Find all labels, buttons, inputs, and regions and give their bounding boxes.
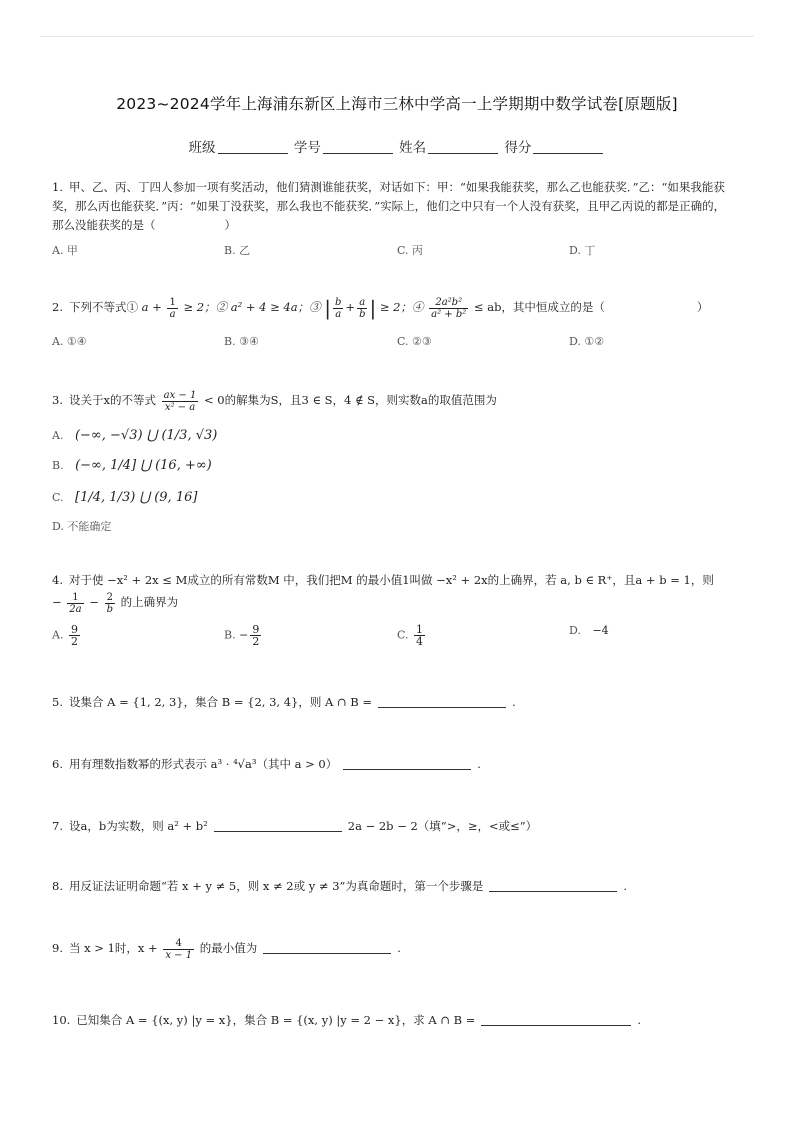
answer-blank[interactable] [343, 757, 471, 770]
answer-blank[interactable] [489, 879, 617, 892]
question-text: 的上确界为 [120, 595, 179, 609]
q2-option-a[interactable]: A. ①④ [52, 335, 87, 348]
top-divider [40, 36, 754, 37]
question-number: 8. [52, 879, 63, 893]
question-text: 用反证法证明命题“若 x + y ≠ 5，则 x ≠ 2或 y ≠ 3”为真命题时，第一个步骤是 [68, 879, 484, 893]
question-number: 6. [52, 757, 63, 771]
math-text: − [52, 595, 62, 609]
question-number: 5. [52, 695, 63, 709]
period: . [477, 757, 481, 771]
q3-option-d[interactable]: D. 不能确定 [52, 520, 112, 533]
question-number: 4. [52, 573, 63, 587]
question-text: 用有理数指数幂的形式表示 a³ · ⁴√a³（其中 a > 0） [68, 757, 338, 771]
option-label: C. [397, 628, 409, 642]
q4-option-b[interactable] [224, 624, 263, 647]
question-text: 对于使 −x² + 2x ≤ M成立的所有常数M 中，我们把M 的最小值1叫做 −x² + 2x的上确界，若 a, b ∈ R⁺，且a + b = 1，则 [68, 573, 714, 587]
question-text: ≤ ab，其中恒成立的是（ ） [473, 300, 709, 314]
q4-option-a[interactable] [52, 624, 82, 647]
q1-option-d[interactable]: D. 丁 [569, 244, 596, 257]
question-number: 2. [52, 300, 63, 314]
fraction: $\frac{9}{2}$ [252, 623, 260, 648]
fraction: $\frac{b}{a}$ [335, 296, 342, 320]
question-9 [52, 934, 732, 962]
question-text: 已知集合 A = {(x, y) |y = x}，集合 B = {(x, y) |y = 2 − x}，求 A ∩ B = [76, 1013, 476, 1027]
fraction: $\frac{2}{b}$ [106, 591, 113, 615]
question-text: < 0的解集为S，且3 ∈ S，4 ∉ S，则实数a的取值范围为 [204, 393, 497, 407]
question-number: 3. [52, 393, 63, 407]
question-7 [52, 816, 732, 836]
id-label: 学号 [293, 140, 321, 156]
q3-option-a[interactable] [52, 428, 217, 443]
score-field[interactable] [533, 141, 603, 154]
option-value: (−∞, 1/4] ⋃ (16, +∞) [75, 458, 212, 473]
question-8 [52, 876, 732, 896]
name-field[interactable] [428, 141, 498, 154]
question-text: 当 x > 1时，x + [68, 941, 158, 955]
fraction: $\frac{\text{2a²b²}}{\text{a² + b²}}$ [431, 296, 467, 320]
question-number: 9. [52, 941, 63, 955]
student-info-row [0, 136, 794, 156]
option-label: A. [52, 429, 64, 442]
name-label: 姓名 [399, 140, 427, 156]
fraction: $\frac{4}{x - 1}$ [165, 937, 193, 961]
period: . [512, 695, 516, 709]
question-text: 甲、乙、丙、丁四人参加一项有奖活动，他们猜测谁能获奖，对话如下：甲：“如果我能获奖，那么乙也能获奖．”乙：“如果我能获奖，那么丙也能获奖．”丙：“如果丁没获奖，那么我也不能获奖．”实际上，他们之中只有一个人没有获奖，且甲乙丙说的都是正确的，那么没能获奖的是（ ） [52, 180, 726, 232]
q2-option-d[interactable]: D. ①② [569, 335, 605, 348]
math-text: ≥ 2；② a² + 4 ≥ 4a；③ [183, 300, 321, 314]
class-field[interactable] [218, 141, 288, 154]
question-text: 设a，b为实数，则 a² + b² [68, 819, 208, 833]
math-text: ≥ 2；④ [379, 300, 424, 314]
question-5 [52, 692, 732, 712]
answer-blank[interactable] [481, 1013, 631, 1026]
question-number: 10. [52, 1013, 71, 1027]
q1-option-b[interactable]: B. 乙 [224, 244, 251, 257]
question-text: 下列不等式① [68, 300, 138, 314]
question-10 [52, 1010, 732, 1030]
question-4 [52, 570, 732, 590]
math-text: − [89, 595, 99, 609]
question-text: 的最小值为 [199, 941, 258, 955]
question-number: 7. [52, 819, 63, 833]
page-title: 2023~2024学年上海浦东新区上海市三林中学高一上学期期中数学试卷[原题版] [116, 95, 678, 113]
q1-option-c[interactable]: C. 丙 [397, 244, 424, 257]
period: . [397, 941, 401, 955]
q2-option-c[interactable]: C. ②③ [397, 335, 432, 348]
class-label: 班级 [188, 140, 216, 156]
score-label: 得分 [504, 140, 532, 156]
question-4-line-2 [52, 588, 732, 616]
answer-blank[interactable] [214, 819, 342, 832]
option-value: −4 [592, 624, 609, 637]
question-number: 1. [52, 180, 63, 194]
id-field[interactable] [323, 141, 393, 154]
option-value: [1/4, 1/3) ⋃ (9, 16] [75, 490, 198, 505]
q3-option-c[interactable] [52, 490, 197, 505]
option-label: A. [52, 628, 64, 642]
q1-option-a[interactable]: A. 甲 [52, 244, 78, 257]
q2-option-b[interactable]: B. ③④ [224, 335, 259, 348]
question-text: 2a − 2b − 2（填“>，≥，<或≤”） [347, 819, 538, 833]
math-text: a + [141, 300, 162, 314]
question-2: 2. 下列不等式① a + $\frac{1}{a}$ ≥ 2；② a² + 4 ≥ 4a；③ | $\frac{b}{a}$ + $\frac{a}{b}$ | ≥ 2；④ $\frac{\text{2a²b²}}{\text{a² + b²}}$ ≤ ab，其中恒成立的是（ ） [52, 296, 709, 320]
answer-blank[interactable] [263, 941, 391, 954]
math-text: − [239, 628, 249, 642]
question-text: 设集合 A = {1, 2, 3}，集合 B = {2, 3, 4}，则 A ∩ B = [68, 695, 373, 709]
fraction: $\frac{1}{4}$ [416, 623, 424, 648]
fraction: $\frac{1}{a}$ [169, 296, 176, 320]
period: . [637, 1013, 642, 1027]
option-label: D. [569, 624, 581, 637]
question-6 [52, 754, 732, 774]
option-label: B. [224, 628, 236, 642]
option-label: C. [52, 491, 64, 504]
fraction: $\frac{9}{2}$ [70, 623, 78, 648]
fraction: $\frac{1}{2a}$ [69, 591, 82, 615]
q3-option-b[interactable] [52, 458, 212, 473]
fraction: $\frac{ax - 1}{\text{x² − a}}$ [163, 389, 197, 413]
question-3 [52, 386, 732, 414]
question-1 [52, 178, 732, 235]
q4-option-c[interactable] [397, 624, 427, 647]
answer-blank[interactable] [378, 695, 506, 708]
fraction: $\frac{a}{b}$ [359, 296, 366, 320]
period: . [623, 879, 628, 893]
option-label: B. [52, 459, 64, 472]
q4-option-d[interactable] [569, 624, 609, 637]
option-value: (−∞, −√3) ⋃ (1/3, √3) [74, 428, 218, 443]
question-text: 设关于x的不等式 [68, 393, 156, 407]
